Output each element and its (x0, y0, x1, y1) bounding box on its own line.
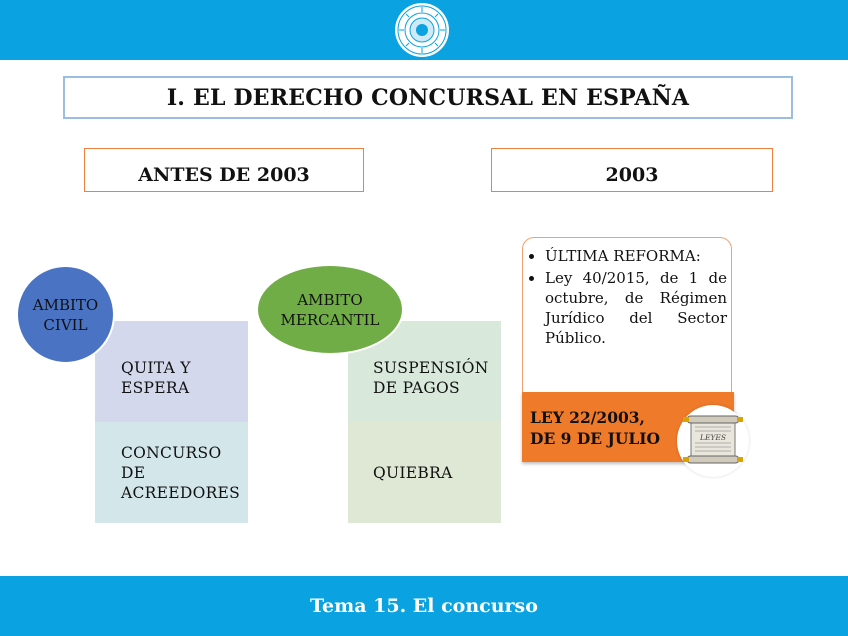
header-2003: 2003 (491, 148, 773, 192)
top-bar (0, 0, 848, 60)
reform-item-ley-40-2015: • Ley 40/2015, de 1 de octubre, de Régimen Jurídico del Sector Público. (545, 268, 727, 348)
cell-suspension-label: SUSPENSIÓN DE PAGOS (373, 358, 489, 397)
ambito-civil-circle (16, 265, 115, 364)
leyes-scroll-graphic (677, 405, 749, 477)
ambito-mercantil-ellipse (256, 264, 404, 355)
cell-quita-y-espera-label: QUITA Y ESPERA (121, 358, 191, 397)
ambito-mercantil-label: AMBITO MERCANTIL (280, 290, 380, 329)
cell-quita-y-espera (95, 321, 248, 422)
footer-bar (0, 576, 848, 636)
reform-card (522, 237, 732, 407)
leyes-scroll-text: LEYES (699, 433, 727, 442)
reform-list (529, 246, 727, 348)
cell-quiebra (348, 422, 501, 523)
cell-concurso-de-acreedores (95, 422, 248, 523)
reform-item-heading: • ÚLTIMA REFORMA: (545, 246, 727, 266)
ley-22-2003-label: LEY 22/2003, DE 9 DE JULIO (530, 408, 660, 448)
footer-label: Tema 15. El concurso (310, 595, 538, 617)
header-antes-2003: ANTES DE 2003 (84, 148, 364, 192)
slide-title: I. EL DERECHO CONCURSAL EN ESPAÑA (63, 76, 793, 119)
cell-concurso-label: CONCURSO DE ACREEDORES (121, 443, 241, 502)
ambito-civil-label: AMBITO CIVIL (32, 295, 99, 334)
university-seal-icon (394, 2, 450, 58)
leyes-scroll-icon (677, 405, 749, 477)
cell-quiebra-label: QUIEBRA (373, 463, 453, 482)
